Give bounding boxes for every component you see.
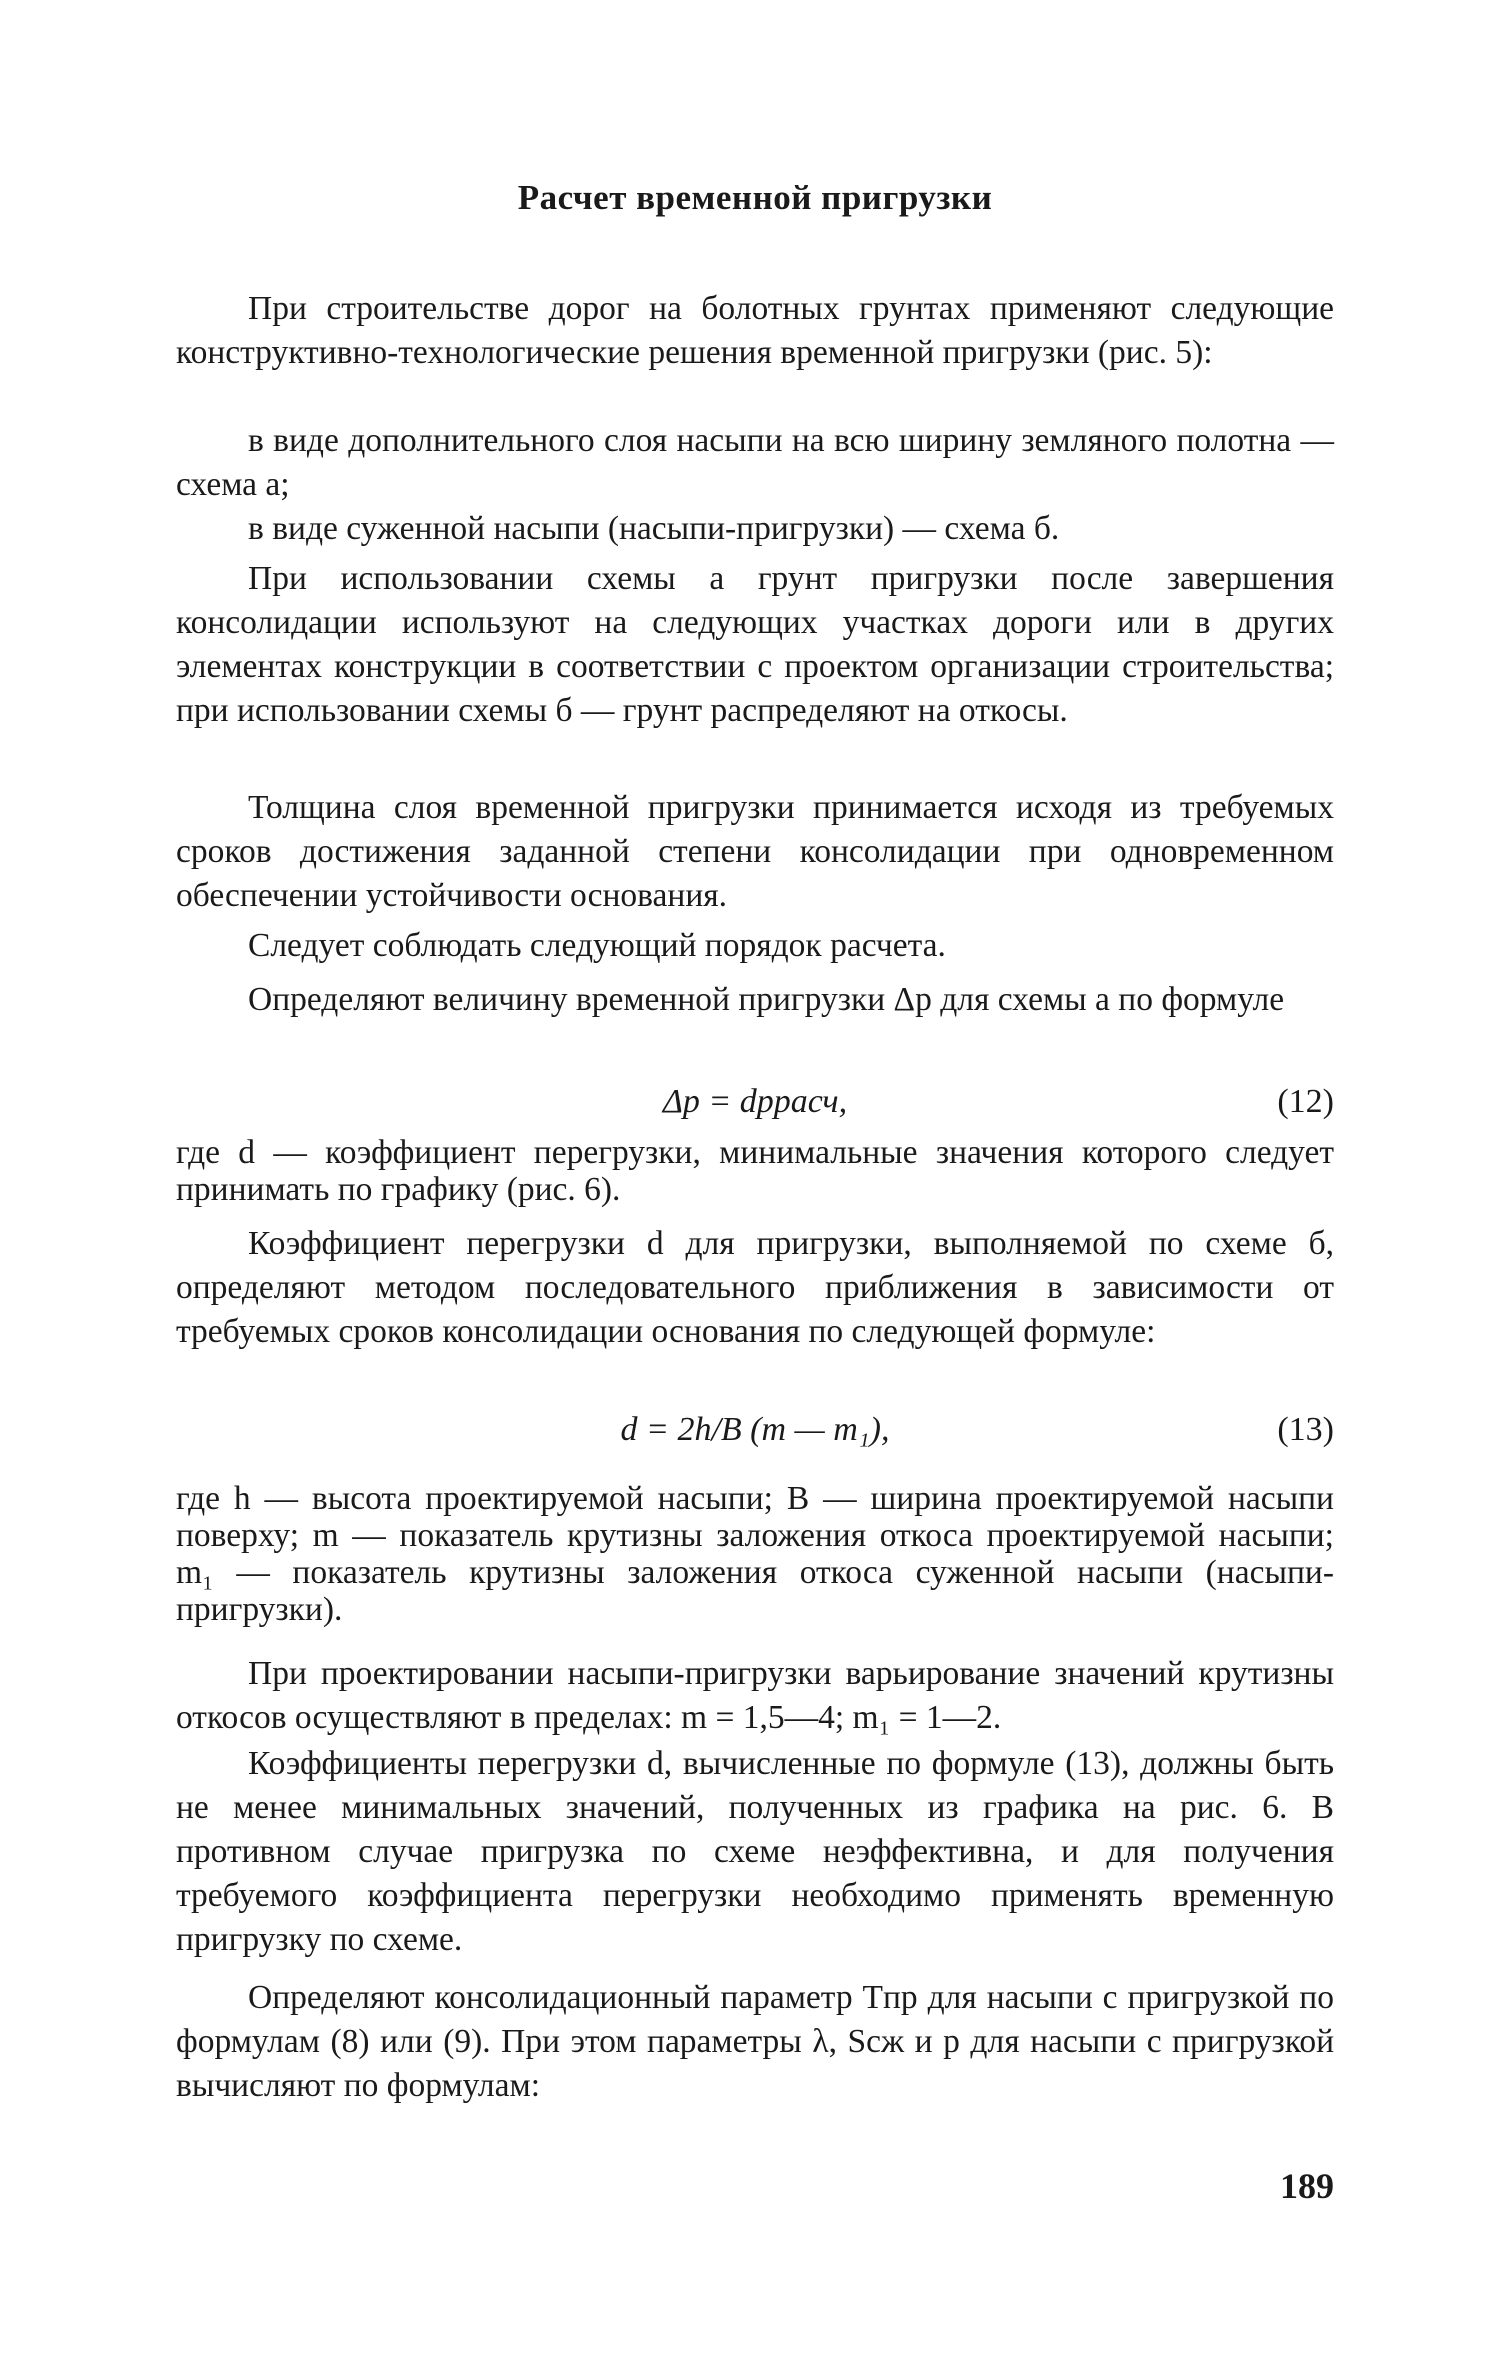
section-title: Расчет временной пригрузки: [517, 178, 993, 217]
paragraph-variables: где h — высота проектируемой насыпи; B — ширина проектируемой насыпи поверху; m — показатель крутизны заложения откоса проектируемой насыпи; m₁ — показатель крутизны заложения откоса суженной насыпи (насыпи-пригрузки).: [176, 1480, 1334, 1628]
paragraph-usage: При использовании схемы а грунт пригрузки после завершения консолидации используют на следующих участках дороги или в других элементах конструкции в соответствии с проектом организации строительства; при использовании схемы б — грунт распределяют на откосы.: [176, 560, 1334, 729]
paragraph-consolidation: Определяют консолидационный параметр Tпр для насыпи с пригрузкой по формулам (8) или (9). При этом параметры λ, Sсж и p для насыпи с пригрузкой вычисляют по формулам:: [176, 1979, 1334, 2104]
paragraph-scheme-b: в виде суженной насыпи (насыпи-пригрузки) — схема б.: [248, 510, 1060, 547]
paragraph-d-definition: где d — коэффициент перегрузки, минимальные значения которого следует принимать по графику (рис. 6).: [176, 1134, 1334, 1208]
formula-13-expression: d = 2h/B (m — m₁),: [620, 1411, 890, 1448]
paragraph-coefficient: Коэффициент перегрузки d для пригрузки, выполняемой по схеме б, определяют методом последовательного приближения в зависимости от требуемых сроков консолидации основания по следующей формуле:: [176, 1225, 1334, 1350]
formula-12-expression: Δp = dpрасч,: [662, 1083, 848, 1120]
paragraph-define-dp: Определяют величину временной пригрузки Δp для схемы а по формуле: [248, 981, 1285, 1018]
paragraph-order: Следует соблюдать следующий порядок расчета.: [248, 927, 946, 964]
formula-12: [176, 1080, 1334, 1124]
paragraph-thickness: Толщина слоя временной пригрузки принимается исходя из требуемых сроков достижения заданной степени консолидации при одновременном обеспечении устойчивости основания.: [176, 789, 1334, 914]
formula-12-number: (12): [1277, 1083, 1334, 1120]
page-number: 189: [1280, 2166, 1334, 2206]
paragraph-slopes: При проектировании насыпи-пригрузки варьирование значений крутизны откосов осуществляют в пределах: m = 1,5—4; m₁ = 1—2.: [176, 1655, 1334, 1736]
formula-13: [176, 1408, 1334, 1452]
formula-13-number: (13): [1277, 1411, 1334, 1448]
paragraph-scheme-a: в виде дополнительного слоя насыпи на всю ширину земляного полотна — схема а;: [176, 422, 1334, 503]
paragraph-overload: Коэффициенты перегрузки d, вычисленные по формуле (13), должны быть не менее минимальных значений, полученных из графика на рис. 6. В противном случае пригрузка по схеме неэффективна, и для получения требуемого коэффициента перегрузки необходимо применять временную пригрузку по схеме.: [176, 1745, 1334, 1958]
paragraph-intro: При строительстве дорог на болотных грунтах применяют следующие конструктивно-технологические решения временной пригрузки (рис. 5):: [176, 290, 1334, 371]
